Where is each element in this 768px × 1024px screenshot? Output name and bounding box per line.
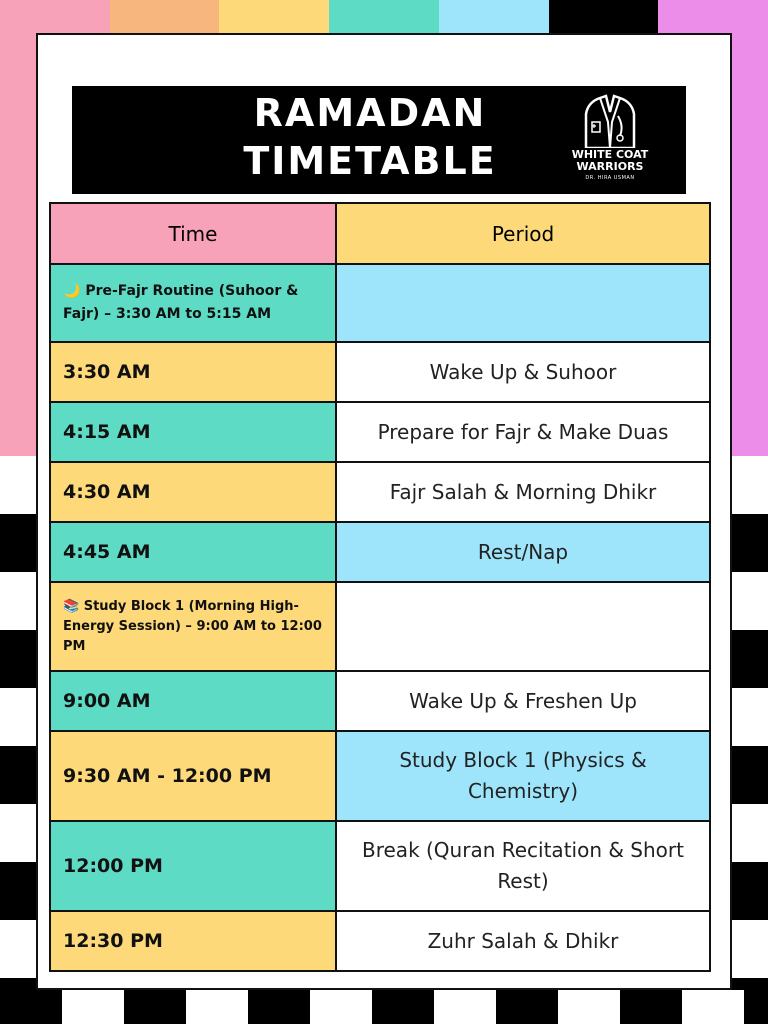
- crescent-moon-icon: 🌙: [63, 283, 81, 299]
- time-cell: 12:30 PM: [50, 911, 336, 971]
- white-coat-warriors-logo: [550, 92, 670, 188]
- time-cell: 9:30 AM - 12:00 PM: [50, 731, 336, 821]
- table-row: [50, 342, 710, 402]
- table-row: [50, 671, 710, 731]
- section-empty-cell: [336, 582, 710, 671]
- section-row-study-block: [50, 582, 710, 671]
- time-cell: 4:45 AM: [50, 522, 336, 582]
- logo-text-line-2: WARRIORS: [576, 160, 644, 173]
- section-label-pre-fajr: [50, 264, 336, 342]
- table-row: [50, 821, 710, 911]
- time-cell: 12:00 PM: [50, 821, 336, 911]
- title-line-2: TIMETABLE: [243, 139, 497, 183]
- time-cell: 4:15 AM: [50, 402, 336, 462]
- period-cell: Fajr Salah & Morning Dhikr: [336, 462, 710, 522]
- time-cell: 3:30 AM: [50, 342, 336, 402]
- title-line-1: RAMADAN: [253, 91, 487, 135]
- stripe-black: [549, 0, 659, 34]
- bottom-checker-border: [0, 990, 768, 1024]
- period-cell: Wake Up & Suhoor: [336, 342, 710, 402]
- doctor-coat-icon: [578, 92, 642, 148]
- stripe-teal: [329, 0, 439, 34]
- period-cell: Study Block 1 (Physics & Chemistry): [336, 731, 710, 821]
- stripe-orange: [110, 0, 220, 34]
- table-row: [50, 731, 710, 821]
- header-time: Time: [50, 203, 336, 264]
- books-icon: 📚: [63, 598, 80, 614]
- left-pink-border: [0, 0, 38, 456]
- ramadan-timetable: [49, 202, 711, 972]
- table-row: [50, 402, 710, 462]
- right-lavender-border: [730, 0, 768, 456]
- section-row-pre-fajr: [50, 264, 710, 342]
- stripe-blue: [439, 0, 549, 34]
- time-cell: 9:00 AM: [50, 671, 336, 731]
- logo-subtitle: DR. HIRA USMAN: [585, 175, 635, 181]
- period-cell: Wake Up & Freshen Up: [336, 671, 710, 731]
- table-row: [50, 462, 710, 522]
- header-banner: [72, 86, 686, 194]
- stripe-yellow: [219, 0, 329, 34]
- period-cell: Prepare for Fajr & Make Duas: [336, 402, 710, 462]
- section-label-study-block: [50, 582, 336, 671]
- table-row: [50, 522, 710, 582]
- right-checker-border: [730, 456, 768, 990]
- table-header-row: [50, 203, 710, 264]
- period-cell: Break (Quran Recitation & Short Rest): [336, 821, 710, 911]
- section-title: Pre-Fajr Routine (Suhoor & Fajr) – 3:30 AM to 5:15 AM: [63, 283, 299, 322]
- period-cell: Rest/Nap: [336, 522, 710, 582]
- top-color-stripes: [0, 0, 768, 34]
- logo-text-line-1: WHITE COAT: [571, 148, 649, 161]
- header-period: Period: [336, 203, 710, 264]
- period-cell: Zuhr Salah & Dhikr: [336, 911, 710, 971]
- time-cell: 4:30 AM: [50, 462, 336, 522]
- section-title: Study Block 1 (Morning High-Energy Session) – 9:00 AM to 12:00 PM: [63, 598, 322, 654]
- section-empty-cell: [336, 264, 710, 342]
- left-checker-border: [0, 456, 38, 990]
- table-row: [50, 911, 710, 971]
